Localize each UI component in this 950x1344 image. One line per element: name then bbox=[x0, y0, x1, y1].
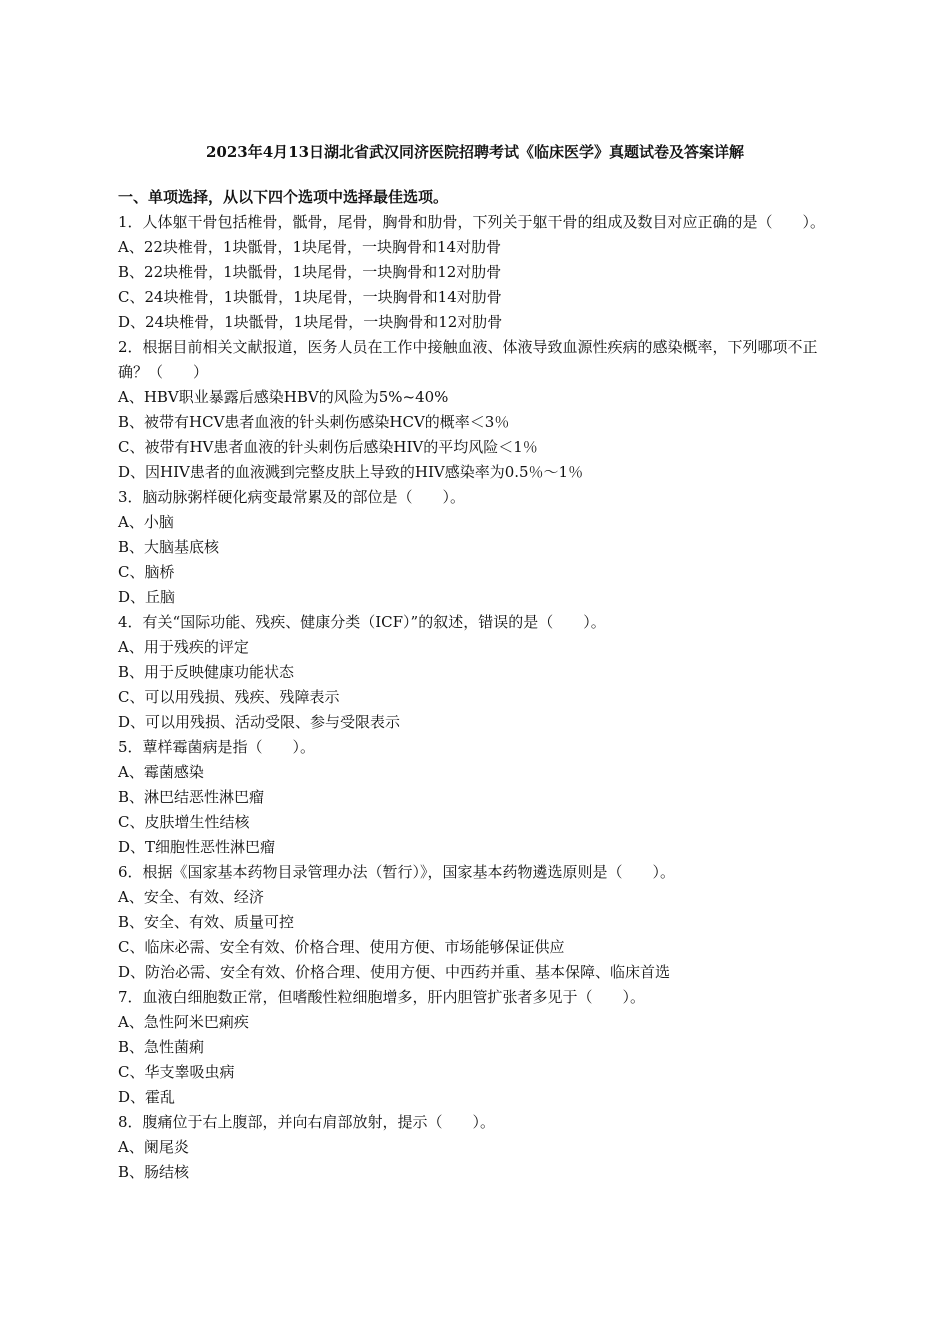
option-d: D、24块椎骨，1块骶骨，1块尾骨，一块胸骨和12对肋骨 bbox=[118, 313, 503, 331]
option-c: C、临床必需、安全有效、价格合理、使用方便、市场能够保证供应 bbox=[118, 938, 565, 956]
option-a: A、急性阿米巴痢疾 bbox=[118, 1013, 249, 1031]
question-stem: 4．有关“国际功能、残疾、健康分类（ICF）”的叙述，错误的是（ ）。 bbox=[118, 613, 606, 631]
option-a: A、用于残疾的评定 bbox=[118, 638, 249, 656]
option-d: D、可以用残损、活动受限、参与受限表示 bbox=[118, 713, 401, 731]
exam-content bbox=[118, 185, 834, 1185]
question-block bbox=[118, 1110, 834, 1185]
option-d: D、丘脑 bbox=[118, 588, 176, 606]
option-b: B、淋巴结恶性淋巴瘤 bbox=[118, 788, 265, 806]
option-b: B、安全、有效、质量可控 bbox=[118, 913, 295, 931]
option-a: A、22块椎骨，1块骶骨，1块尾骨，一块胸骨和14对肋骨 bbox=[118, 238, 502, 256]
document-title: 2023年4月13日湖北省武汉同济医院招聘考试《临床医学》真题试卷及答案详解 bbox=[205, 143, 745, 161]
option-a: A、HBV职业暴露后感染HBV的风险为5%~40% bbox=[118, 388, 449, 406]
question-block bbox=[118, 610, 834, 735]
option-b: B、肠结核 bbox=[118, 1163, 190, 1181]
option-d: D、T细胞性恶性淋巴瘤 bbox=[118, 838, 276, 856]
option-b: B、被带有HCV患者血液的针头刺伤感染HCV的概率＜3％ bbox=[118, 413, 510, 431]
option-d: D、霍乱 bbox=[118, 1088, 176, 1106]
question-stem: 5．蕈样霉菌病是指（ ）。 bbox=[118, 738, 316, 756]
question-block bbox=[118, 485, 834, 610]
question-stem: 3．脑动脉粥样硬化病变最常累及的部位是（ ）。 bbox=[118, 488, 466, 506]
question-stem: 8．腹痛位于右上腹部，并向右肩部放射，提示（ ）。 bbox=[118, 1113, 496, 1131]
option-c: C、皮肤增生性结核 bbox=[118, 813, 250, 831]
option-b: B、大脑基底核 bbox=[118, 538, 220, 556]
option-d: D、防治必需、安全有效、价格合理、使用方便、中西药并重、基本保障、临床首选 bbox=[118, 963, 671, 981]
question-block bbox=[118, 735, 834, 860]
option-a: A、小脑 bbox=[118, 513, 174, 531]
option-b: B、急性菌痢 bbox=[118, 1038, 205, 1056]
question-stem: 6．根据《国家基本药物目录管理办法（暂行）》，国家基本药物遴选原则是（ ）。 bbox=[118, 863, 676, 881]
question-block bbox=[118, 335, 834, 485]
question-block bbox=[118, 210, 834, 335]
question-block bbox=[118, 860, 834, 985]
section-heading: 一、单项选择，从以下四个选项中选择最佳选项。 bbox=[118, 188, 449, 206]
option-c: C、被带有HV患者血液的针头刺伤后感染HIV的平均风险＜1％ bbox=[118, 438, 538, 456]
option-a: A、安全、有效、经济 bbox=[118, 888, 264, 906]
question-stem: 2．根据目前相关文献报道，医务人员在工作中接触血液、体液导致血源性疾病的感染概率，下列哪项不正确？（ ） bbox=[118, 338, 818, 381]
question-stem: 1．人体躯干骨包括椎骨，骶骨，尾骨，胸骨和肋骨，下列关于躯干骨的组成及数目对应正确的是（ ）。 bbox=[118, 213, 826, 231]
option-c: C、24块椎骨，1块骶骨，1块尾骨，一块胸骨和14对肋骨 bbox=[118, 288, 502, 306]
option-c: C、华支睾吸虫病 bbox=[118, 1063, 235, 1081]
option-d: D、因HIV患者的血液溅到完整皮肤上导致的HIV感染率为0.5％～1％ bbox=[118, 463, 584, 481]
option-c: C、可以用残损、残疾、残障表示 bbox=[118, 688, 340, 706]
question-stem: 7．血液白细胞数正常，但嗜酸性粒细胞增多，肝内胆管扩张者多见于（ ）。 bbox=[118, 988, 646, 1006]
option-b: B、22块椎骨，1块骶骨，1块尾骨，一块胸骨和12对肋骨 bbox=[118, 263, 502, 281]
option-c: C、脑桥 bbox=[118, 563, 175, 581]
question-block bbox=[118, 985, 834, 1110]
option-a: A、阑尾炎 bbox=[118, 1138, 189, 1156]
option-a: A、霉菌感染 bbox=[118, 763, 204, 781]
option-b: B、用于反映健康功能状态 bbox=[118, 663, 295, 681]
